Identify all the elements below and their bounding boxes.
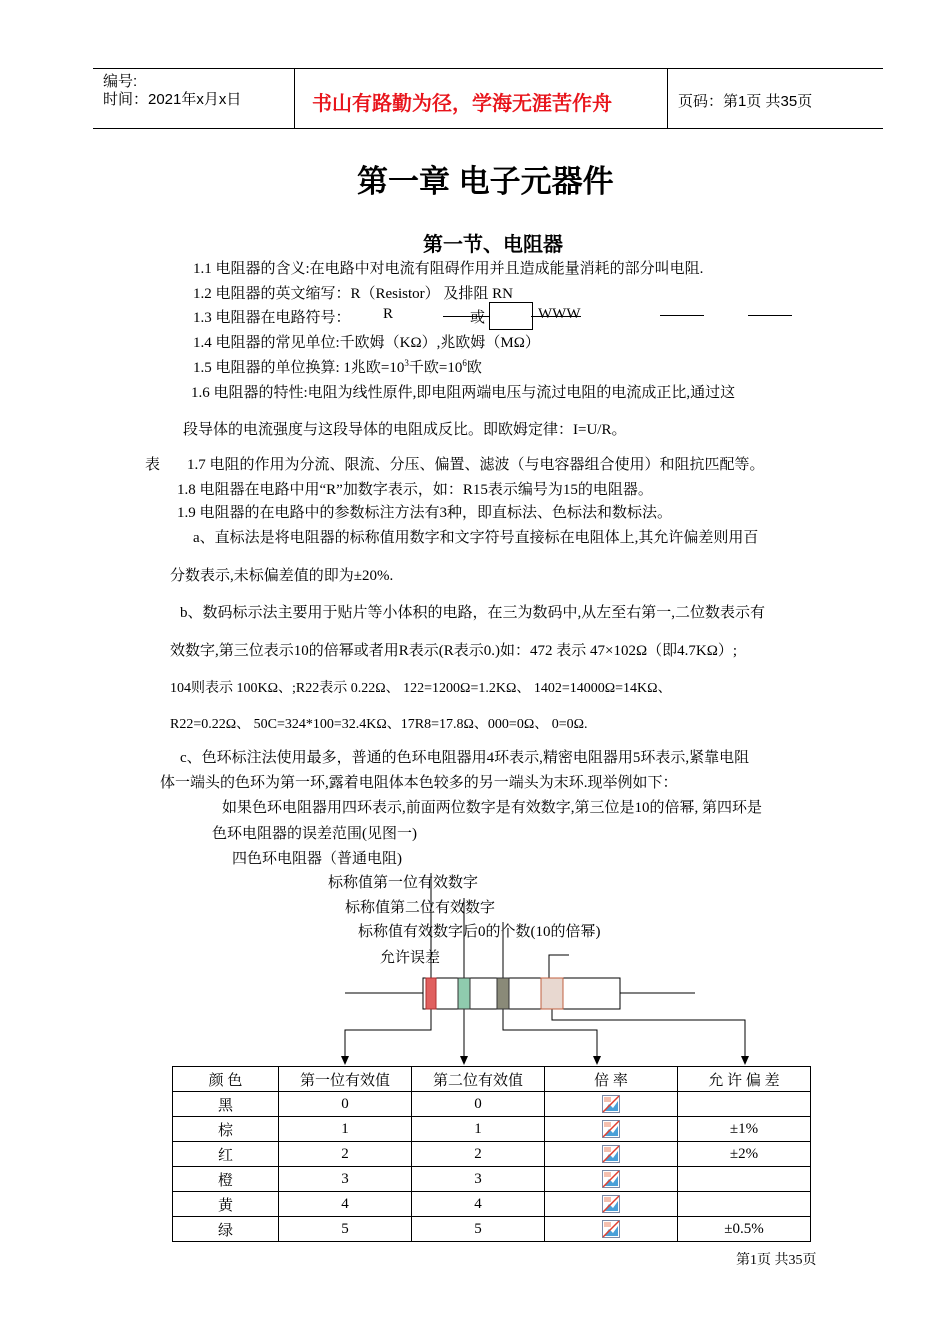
leader-4	[549, 955, 569, 978]
table-cell	[678, 1092, 811, 1117]
arrowhead-4	[741, 1056, 749, 1065]
table-row	[173, 1117, 811, 1142]
line-1-4: 1.4 电阻器的常见单位:千欧姆（KΩ）,兆欧姆（MΩ）	[193, 335, 540, 351]
chapter-title: 第一章 电子元器件	[357, 164, 614, 199]
table-cell: ±2%	[678, 1142, 811, 1167]
table-cell: 1	[412, 1117, 545, 1142]
line-1-5: 1.5 电阻器的单位换算: 1兆欧$=10^3$千欧$=10^6$欧	[193, 358, 482, 376]
arrowhead-2	[460, 1056, 468, 1065]
table-cell-color: 黄	[173, 1192, 279, 1217]
broken-image-icon	[602, 1220, 620, 1238]
table-cell-multiplier	[545, 1217, 678, 1242]
para-b-1: b、数码标示法主要用于贴片等小体积的电路，在三为数码中,从左至右第一,二位数表示有	[180, 605, 766, 621]
line-1-1: 1.1 电阻器的含义:在电路中对电流有阻碍作用并且造成能量消耗的部分叫电阻.	[193, 261, 704, 277]
broken-image-icon	[602, 1095, 620, 1113]
label-first-digit: 标称值第一位有效数字	[328, 875, 479, 891]
table-header: 颜 色	[173, 1067, 279, 1092]
arrowhead-1	[341, 1056, 349, 1065]
table-cell-multiplier	[545, 1117, 678, 1142]
line-1-8: 1.8 电阻器在电路中用“R”加数字表示，如：R15表示编号为15的电阻器。	[177, 482, 653, 498]
para-a-1: a、直标法是将电阻器的标称值用数字和文字符号直接标在电阻体上,其允许偏差则用百	[193, 530, 759, 546]
table-cell: 2	[279, 1142, 412, 1167]
label-multiplier: 标称值有效数字后0的个数(10的倍幂)	[358, 924, 601, 940]
table-cell	[678, 1192, 811, 1217]
header-number: 编号:	[103, 73, 138, 90]
table-cell: 0	[412, 1092, 545, 1117]
table-cell: 1	[279, 1117, 412, 1142]
table-cell: ±0.5%	[678, 1217, 811, 1242]
line-1-7-prefix: 表	[145, 457, 161, 473]
table-cell: 4	[412, 1192, 545, 1217]
para-d-1: 如果色环电阻器用四环表示,前面两位数字是有效数字,第三位是10的倍幂, 第四环是	[222, 800, 763, 816]
table-header-row	[173, 1067, 811, 1092]
line-1-9: 1.9 电阻器的在电路中的参数标注方法有3种，即直标法、色标法和数标法。	[177, 505, 673, 521]
table-cell	[678, 1167, 811, 1192]
table-cell: 5	[279, 1217, 412, 1242]
broken-image-icon	[602, 1195, 620, 1213]
table-cell: 0	[279, 1092, 412, 1117]
para-b-3: 104则表示 100KΩ、;R22表示 0.22Ω、 122=1200Ω=1.2KΩ、 1402=14000Ω=14KΩ、	[170, 681, 672, 696]
table-cell-color: 棕	[173, 1117, 279, 1142]
table-header: 第一位有效值	[279, 1067, 412, 1092]
table-cell-color: 黑	[173, 1092, 279, 1117]
para-d-3: 四色环电阻器（普通电阻)	[232, 851, 402, 867]
para-a-2: 分数表示,未标偏差值的即为±20%.	[170, 568, 394, 584]
table-cell-multiplier	[545, 1192, 678, 1217]
broken-image-icon	[602, 1145, 620, 1163]
para-d-2: 色环电阻器的误差范围(见图一)	[212, 826, 417, 842]
table-header: 允 许 偏 差	[678, 1067, 811, 1092]
color-band-1	[426, 978, 436, 1009]
table-row	[173, 1092, 811, 1117]
arrow-1	[345, 1009, 431, 1058]
table-cell-multiplier	[545, 1167, 678, 1192]
table-cell-multiplier	[545, 1142, 678, 1167]
symbol-www-label: WWW	[538, 306, 581, 322]
table-row	[173, 1167, 811, 1192]
page-footer: 第1页 共35页	[736, 1253, 817, 1268]
table-header: 第二位有效值	[412, 1067, 545, 1092]
table-cell-color: 橙	[173, 1167, 279, 1192]
table-cell: 3	[412, 1167, 545, 1192]
resistor-body	[423, 978, 620, 1009]
header-time: 时间：2021年x月x日	[103, 91, 242, 108]
broken-image-icon	[602, 1170, 620, 1188]
table-row	[173, 1142, 811, 1167]
color-band-3	[497, 978, 509, 1009]
para-b-2: 效数字,第三位表示10的倍幂或者用R表示(R表示0.)如：472 表示 47×102Ω（即4.7KΩ）;	[170, 643, 738, 659]
symbol-r-label: R	[383, 306, 394, 322]
symbol-or-label: 或	[470, 310, 486, 326]
para-b-4: R22=0.22Ω、 50C=324*100=32.4KΩ、17R8=17.8Ω、000=0Ω、 0=0Ω.	[170, 717, 588, 732]
table-cell: ±1%	[678, 1117, 811, 1142]
table-row	[173, 1192, 811, 1217]
line-1-6: 1.6 电阻器的特性:电阻为线性原件,即电阻两端电压与流过电阻的电流成正比,通过这	[191, 385, 736, 401]
label-tolerance: 允许误差	[380, 950, 441, 966]
color-code-table	[172, 1066, 811, 1242]
arrow-3	[503, 1009, 597, 1058]
header-page-info: 页码：第1页 共35页	[678, 93, 813, 110]
table-cell: 2	[412, 1142, 545, 1167]
section-title: 第一节、电阻器	[423, 234, 563, 256]
table-cell-multiplier	[545, 1092, 678, 1117]
para-c-1: c、色环标注法使用最多，普通的色环电阻器用4环表示,精密电阻器用5环表示,紧靠电阻	[180, 750, 750, 766]
label-second-digit: 标称值第二位有效数字	[345, 900, 496, 916]
table-cell-color: 绿	[173, 1217, 279, 1242]
arrowhead-3	[593, 1056, 601, 1065]
table-cell: 3	[279, 1167, 412, 1192]
table-cell-color: 红	[173, 1142, 279, 1167]
color-band-4	[541, 978, 563, 1009]
line-1-2: 1.2 电阻器的英文缩写：R（Resistor） 及排阻 RN	[193, 286, 514, 302]
para-c-2: 体一端头的色环为第一环,露着电阻体本色较多的另一端头为末环.现举例如下：	[160, 775, 678, 791]
line-1-6b: 段导体的电流强度与这段导体的电阻成反比。即欧姆定律：I=U/R。	[183, 422, 627, 438]
arrow-4	[552, 1009, 745, 1058]
table-row	[173, 1217, 811, 1242]
broken-image-icon	[602, 1120, 620, 1138]
line-1-3: 1.3 电阻器在电路符号：	[193, 310, 351, 326]
table-header: 倍 率	[545, 1067, 678, 1092]
color-band-2	[458, 978, 470, 1009]
line-1-7: 1.7 电阻的作用为分流、限流、分压、偏置、滤波（与电容器组合使用）和阻抗匹配等。	[187, 457, 765, 473]
header-motto: 书山有路勤为径，学海无涯苦作舟	[312, 93, 612, 115]
table-cell: 4	[279, 1192, 412, 1217]
table-cell: 5	[412, 1217, 545, 1242]
